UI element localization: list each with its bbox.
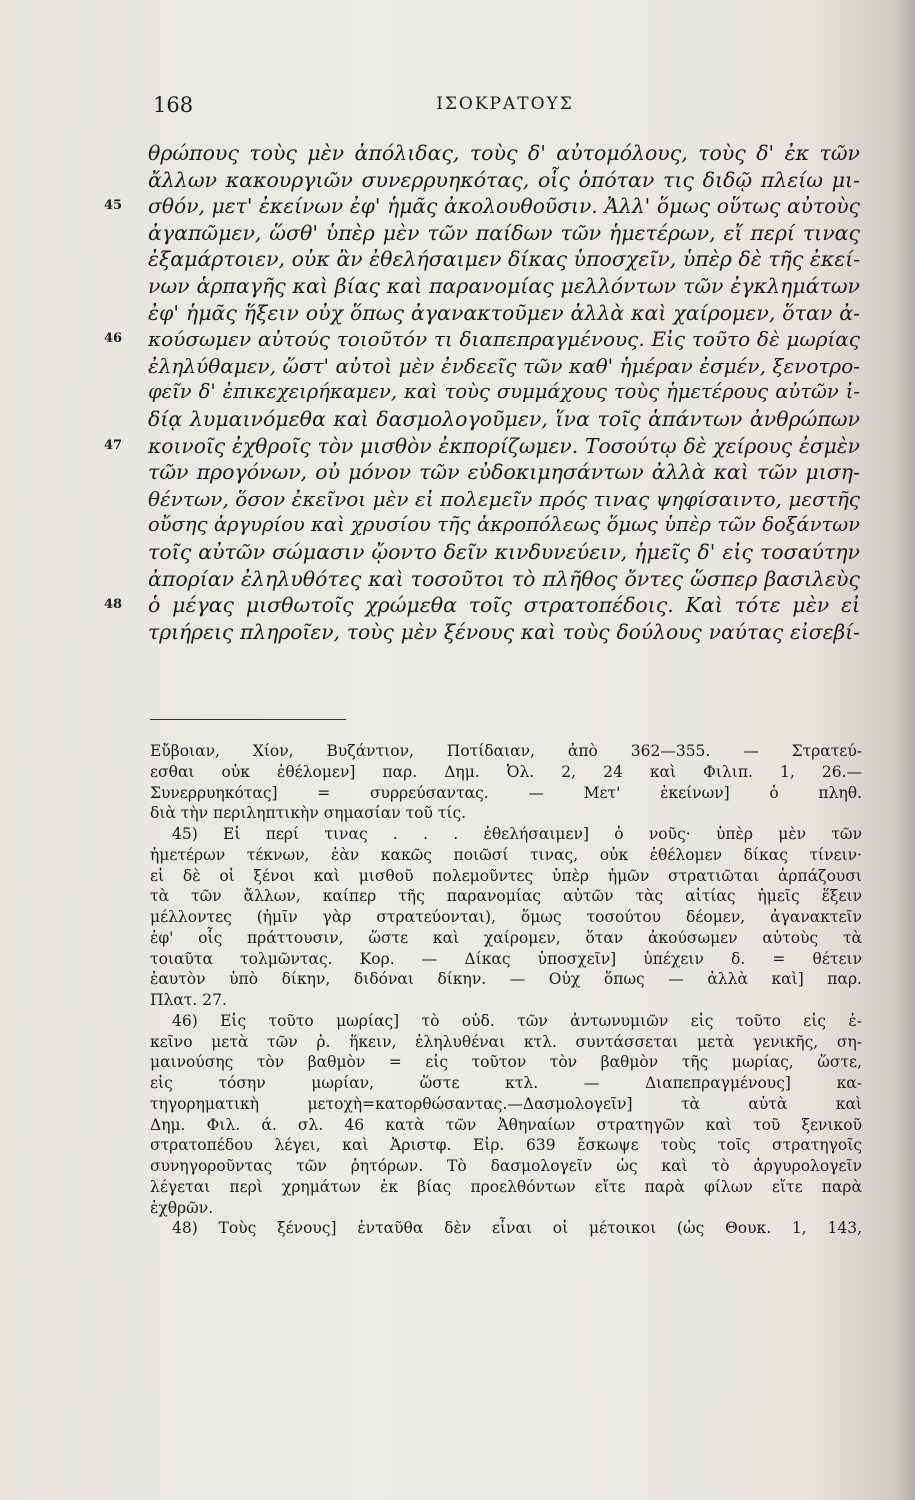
note-line: εἰ δὲ οἱ ξένοι καὶ μισθοῦ πολεμοῦντες ὑπὲρ ἡμῶν στρατιῶται ἁρπάζουσι xyxy=(150,866,862,885)
text-line xyxy=(104,326,860,353)
line-text: νων ἁρπαγῆς καὶ βίας καὶ παρανομίας μελλόντων τῶν ἐγκλημάτων xyxy=(148,273,860,298)
note-line: ἡμετέρων τέκνων, ἐὰν κακῶς ποιῶσί τινας, οὐκ ἐθέλομεν δίκας τίνειν· xyxy=(150,845,862,864)
line-text: οὔσης ἀργυρίου καὶ χρυσίου τῆς ἀκροπόλεως ὅμως ὑπὲρ τῶν δοξάντων xyxy=(148,513,860,537)
line-text: ἐξαμάρτοιεν, οὐκ ἂν ἐθελήσαιμεν δίκας ὑποσχεῖν, ὑπὲρ δὲ τῆς ἐκεί- xyxy=(148,247,861,272)
text-line xyxy=(104,433,860,460)
text-line xyxy=(148,566,860,593)
text-line xyxy=(148,406,860,433)
note-line: κεῖνο μετὰ τῶν ῥ. ἥκειν, ἐληλυθέναι κτλ. συντάσσεται μετὰ γενικῆς, ση- xyxy=(150,1032,862,1051)
line-text: τριήρεις πληροῖεν, τοὺς μὲν ξένους καὶ τοὺς δούλους ναύτας εἰσεβί- xyxy=(148,619,860,644)
line-text: θέντων, ὅσον ἐκεῖνοι μὲν εἰ πολεμεῖν πρός τινας ψηφίσαιντο, μεστῆς xyxy=(148,486,860,511)
note-line: Συνερρυηκότας] = συρρεύσαντας. — Μετ' ἐκείνων] ὁ πληθ. xyxy=(150,783,862,802)
binding-fold xyxy=(893,0,915,1500)
line-text: ἀπορίαν ἐληλυθότες καὶ τοσοῦτοι τὸ πλῆθος ὄντες ὥσπερ βασιλεὺς xyxy=(148,566,860,591)
line-text: τῶν προγόνων, οὐ μόνον τῶν εὐδοκιμησάντων ἀλλὰ καὶ τῶν μιση- xyxy=(148,460,860,485)
note-line: τὰ τῶν ἄλλων, καίπερ τῆς παρανομίας αὐτῶν τὰς αἰτίας ἡμεῖς ἕξειν xyxy=(150,887,862,906)
running-title: ΙΣΟΚΡΑΤΟΥΣ xyxy=(436,94,574,114)
line-text: τοῖς αὐτῶν σώμασιν ᾤοντο δεῖν κινδυνεύειν, ἡμεῖς δ' εἰς τοσαύτην xyxy=(148,539,860,564)
page-number: 168 xyxy=(153,93,194,117)
text-line xyxy=(148,512,860,539)
text-line xyxy=(104,592,860,619)
note-line: διὰ τὴν περιληπτικὴν σημασίαν τοῦ τίς. xyxy=(150,804,467,823)
line-text: κοινοῖς ἐχθροῖς τὸν μισθὸν ἐκπορίζωμεν. Τοσούτῳ δὲ χείρους ἐσμὲν xyxy=(148,433,860,458)
note-line: Εὔβοιαν, Χίον, Βυζάντιον, Ποτίδαιαν, ἀπὸ 362—355. — Στρατεύ- xyxy=(150,742,862,760)
note-line: μαινούσης τὸν βαθμὸν = εἰς τοῦτον τὸν βαθμὸν τῆς μωρίας, ὥστε, xyxy=(150,1053,862,1072)
text-line xyxy=(148,459,860,486)
line-text: θρώπους τοὺς μὲν ἀπόλιδας, τοὺς δ' αὐτομόλους, τοὺς δ' ἐκ τῶν xyxy=(148,141,860,165)
main-text-block xyxy=(104,140,861,645)
section-number: 47 xyxy=(104,437,123,453)
line-text: φεῖν δ' ἐπικεχειρήκαμεν, καὶ τοὺς συμμάχους τοὺς ἡμετέρους αὐτῶν ἰ- xyxy=(148,380,860,404)
line-text: ἐληλύθαμεν, ὥστ' αὐτοὶ μὲν ἐνδεεῖς τῶν καθ' ἡμέραν ἐσμέν, ξενοτρο- xyxy=(148,353,860,378)
section-number: 46 xyxy=(104,331,123,347)
text-line xyxy=(148,486,860,513)
note-line: συνηγοροῦντας τῶν ῥητόρων. Τὸ δασμολογεῖν ὡς καὶ τὸ ἀργυρολογεῖν xyxy=(150,1157,862,1175)
line-text: ἀγαπῶμεν, ὥσθ' ὑπὲρ μὲν τῶν παίδων τῶν ἡμετέρων, εἴ περί τινας xyxy=(148,220,860,245)
note-line: 45) Εἰ περί τινας . . . ἐθελήσαιμεν] ὁ νοῦς· ὑπὲρ μὲν τῶν xyxy=(172,825,862,843)
note-line: Δημ. Φιλ. ά. σλ. 46 κατὰ τῶν Ἀθηναίων στρατηγῶν καὶ τοῦ ξενικοῦ xyxy=(150,1115,862,1134)
note-line: εἰς τόσην μωρίαν, ὥστε κτλ. — Διαπεπραγμένους] κα- xyxy=(150,1074,862,1092)
note-line: ἐφ' οἷς πράττουσιν, ὥστε καὶ χαίρομεν, ὅταν ἀκούσωμεν αὐτοὺς τὰ xyxy=(150,928,862,947)
text-line xyxy=(148,300,860,327)
text-line xyxy=(148,167,860,194)
line-text: ἐφ' ἡμᾶς ἥξειν οὐχ ὅπως ἀγανακτοῦμεν ἀλλὰ καὶ χαίρομεν, ὅταν ἀ- xyxy=(148,300,860,325)
text-line xyxy=(148,379,860,406)
note-line: Πλατ. 27. xyxy=(150,991,227,1009)
text-line xyxy=(148,220,860,247)
section-number: 48 xyxy=(104,597,123,613)
section-number: 45 xyxy=(104,198,123,214)
note-line: λέγεται περὶ χρημάτων ἐκ βίας προελθόντων εἴτε παρὰ φίλων εἴτε παρὰ xyxy=(150,1177,862,1196)
line-text: κούσωμεν αὐτούς τοιοῦτόν τι διαπεπραγμένους. Εἰς τοῦτο δὲ μωρίας xyxy=(148,327,860,352)
line-text: ὁ μέγας μισθωτοῖς χρώμεθα τοῖς στρατοπέδοις. Καὶ τότε μὲν εἰ xyxy=(148,593,860,618)
text-line xyxy=(104,193,860,220)
text-line xyxy=(148,539,860,566)
note-line: 46) Εἰς τοῦτο μωρίας] τὸ οὐδ. τῶν ἀντωνυμιῶν εἰς τοῦτο εἰς ἐ- xyxy=(172,1011,862,1030)
page-header xyxy=(150,93,860,119)
text-line xyxy=(148,619,860,646)
text-line xyxy=(148,246,860,273)
line-text: δίᾳ λυμαινόμεθα καὶ δασμολογοῦμεν, ἵνα τοῖς ἁπάντων ἀνθρώπων xyxy=(148,406,860,431)
note-line: εσθαι οὐκ ἐθέλομεν] παρ. Δημ. Ὀλ. 2, 24 καὶ Φιλιπ. 1, 26.— xyxy=(150,762,862,781)
footnote-rule xyxy=(150,719,346,720)
text-line xyxy=(148,140,860,167)
text-line xyxy=(148,273,860,300)
note-line: τηγορηματικὴ μετοχὴ=κατορθώσαντας.—Δασμολογεῖν] τὰ αὐτὰ καὶ xyxy=(150,1094,862,1113)
line-text: ἄλλων κακουργιῶν συνερρυηκότας, οἷς ὁπόταν τις διδῷ πλείω μι- xyxy=(148,167,860,192)
commentary-notes xyxy=(150,741,862,1239)
note-line: 48) Τοὺς ξένους] ἐνταῦθα δὲν εἶναι οἱ μέτοικοι (ὡς Θουκ. 1, 143, xyxy=(172,1219,862,1238)
line-text: σθόν, μετ' ἐκείνων ἐφ' ἡμᾶς ἀκολουθοῦσιν. Ἀλλ' ὅμως οὕτως αὐτοὺς xyxy=(148,194,860,219)
text-line xyxy=(148,353,860,380)
note-line: στρατοπέδου λέγει, καὶ Ἀριστφ. Εἰρ. 639 ἔσκωψε τοὺς τοῖς στρατηγοῖς xyxy=(150,1136,862,1155)
note-line: μέλλοντες (ἡμῖν γὰρ στρατεύονται), ὅμως τοσούτου δέομεν, ἀγανακτεῖν xyxy=(150,908,862,926)
note-line: ἐχθρῶν. xyxy=(150,1198,214,1217)
note-line: ἑαυτὸν ὑπὸ δίκην, διδόναι δίκην. — Οὐχ ὅπως — ἀλλὰ καὶ] παρ. xyxy=(150,970,862,989)
note-line: τοιαῦτα τολμῶντας. Κορ. — Δίκας ὑποσχεῖν] ὑπέχειν δ. = θέτειν xyxy=(150,949,862,968)
